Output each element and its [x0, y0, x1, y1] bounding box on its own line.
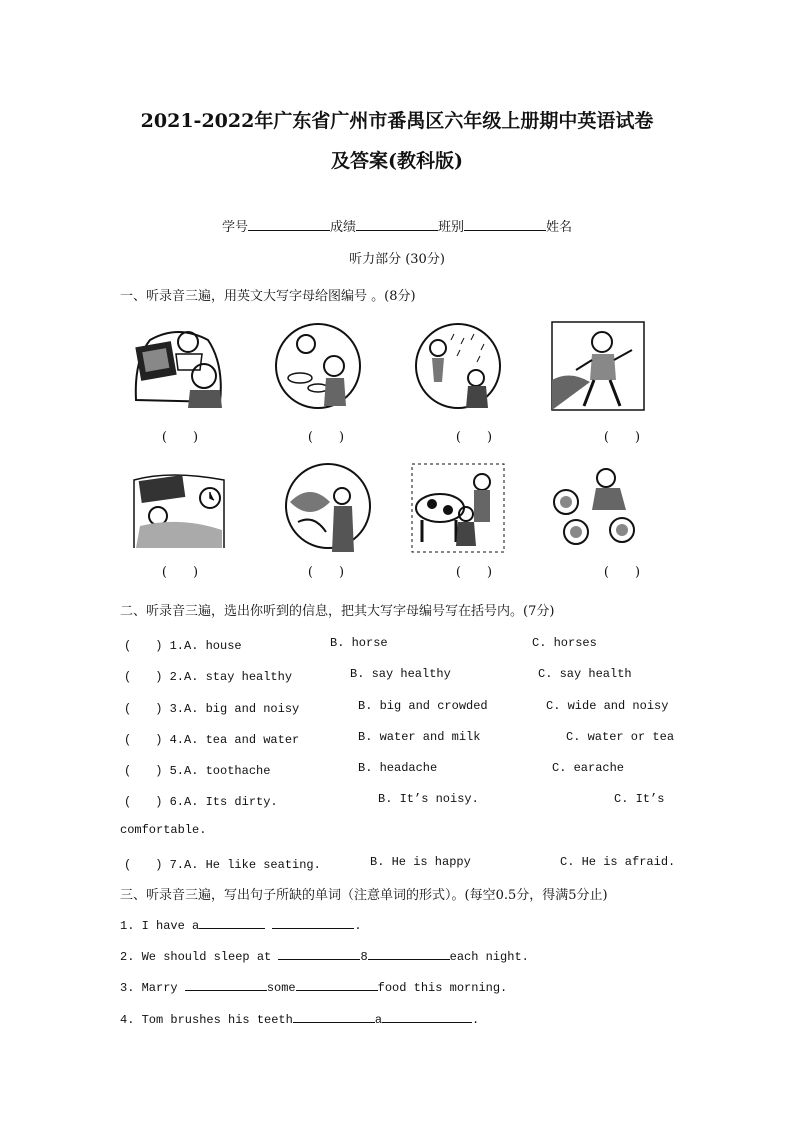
- picture-8-vegetables: [546, 462, 642, 554]
- q2-option-b[interactable]: B. say healthy: [350, 667, 451, 681]
- picture-2-eating: [270, 322, 366, 414]
- label-xuehao: 学号: [221, 220, 248, 235]
- q3-option-b[interactable]: B. big and crowded: [358, 699, 488, 713]
- label-xingming: 姓名: [546, 220, 573, 235]
- q5-option-a[interactable]: ( ) 5.A. toothache: [124, 764, 271, 778]
- title-line-2: 及答案(教科版): [331, 150, 463, 172]
- fill-sentence-4: [120, 1011, 479, 1027]
- s3-blank-1[interactable]: [185, 979, 267, 991]
- blank-banbie[interactable]: [464, 218, 546, 231]
- blank-xuehao[interactable]: [248, 218, 330, 231]
- s1-blank-1[interactable]: [199, 917, 265, 929]
- q3-option-c[interactable]: C. wide and noisy: [546, 699, 669, 713]
- s4-text-b: a: [374, 1013, 383, 1027]
- section2-heading: 二、听录音三遍，选出你听到的信息，把其大写字母编号写在括号内。(7分): [120, 604, 555, 619]
- answer-paren-5[interactable]: ( ): [161, 565, 199, 580]
- picture-1-tv: [130, 320, 226, 412]
- s4-blank-1[interactable]: [293, 1011, 375, 1023]
- q2-option-a[interactable]: ( ) 2.A. stay healthy: [124, 670, 293, 684]
- s4-text-c: .: [472, 1013, 480, 1027]
- q6-option-c[interactable]: C. It’s: [614, 792, 665, 806]
- q4-option-a[interactable]: ( ) 4.A. tea and water: [124, 733, 300, 747]
- s2-blank-2[interactable]: [368, 948, 450, 960]
- section3-heading: 三、听录音三遍，写出句子所缺的单词（注意单词的形式）。(每空0.5分，得满5分止): [120, 888, 608, 903]
- s2-text-a: 2. We should sleep at: [120, 950, 272, 964]
- picture-5-sleeping: [130, 460, 226, 552]
- q7-option-b[interactable]: B. He is happy: [370, 855, 471, 869]
- answer-paren-8[interactable]: ( ): [603, 565, 641, 580]
- label-chengji: 成绩: [329, 220, 356, 235]
- s1-text-b: .: [354, 919, 362, 933]
- q6-option-c-continued: comfortable.: [120, 823, 207, 837]
- s2-text-b: 8: [360, 950, 368, 964]
- s2-blank-1[interactable]: [278, 948, 360, 960]
- q6-option-a[interactable]: ( ) 6.A. Its dirty.: [124, 795, 278, 809]
- listening-header: 听力部分 (30分): [349, 252, 445, 267]
- answer-paren-6[interactable]: ( ): [307, 565, 345, 580]
- q1-option-a[interactable]: ( ) 1.A. house: [124, 639, 242, 653]
- q7-option-a[interactable]: ( ) 7.A. He like seating.: [124, 858, 321, 872]
- answer-paren-3[interactable]: ( ): [455, 430, 493, 445]
- s1-text-a: 1. I have a: [120, 919, 200, 933]
- s3-blank-2[interactable]: [296, 979, 378, 991]
- blank-chengji[interactable]: [356, 218, 438, 231]
- s3-text-c: food this morning.: [377, 981, 508, 995]
- answer-paren-1[interactable]: ( ): [161, 430, 199, 445]
- s4-blank-2[interactable]: [382, 1011, 472, 1023]
- q5-option-b[interactable]: B. headache: [358, 761, 438, 775]
- q3-option-a[interactable]: ( ) 3.A. big and noisy: [124, 702, 300, 716]
- answer-paren-7[interactable]: ( ): [455, 565, 493, 580]
- picture-7-cow: [410, 462, 506, 554]
- q6-option-b[interactable]: B. It’s noisy.: [378, 792, 479, 806]
- student-info-line: [0, 216, 794, 235]
- q7-option-c[interactable]: C. He is afraid.: [560, 855, 676, 869]
- answer-paren-2[interactable]: ( ): [307, 430, 345, 445]
- s2-text-c: each night.: [449, 950, 529, 964]
- fill-sentence-2: [120, 948, 529, 964]
- fill-sentence-1: [120, 917, 362, 933]
- s4-text-a: 4. Tom brushes his teeth: [120, 1013, 293, 1027]
- picture-6-garden: [280, 462, 376, 554]
- title-line-1: 2021-2022年广东省广州市番禺区六年级上册期中英语试卷: [140, 110, 654, 132]
- q4-option-c[interactable]: C. water or tea: [566, 730, 675, 744]
- fill-sentence-3: [120, 979, 507, 995]
- s1-blank-2[interactable]: [272, 917, 354, 929]
- s3-text-a: 3. Marry: [120, 981, 178, 995]
- picture-3-rain: [410, 320, 506, 412]
- answer-paren-4[interactable]: ( ): [603, 430, 641, 445]
- section1-heading: 一、听录音三遍，用英文大写字母给图编号 。(8分): [120, 289, 416, 304]
- picture-4-walking: [550, 320, 646, 412]
- q4-option-b[interactable]: B. water and milk: [358, 730, 481, 744]
- q1-option-b[interactable]: B. horse: [330, 636, 388, 650]
- q1-option-c[interactable]: C. horses: [532, 636, 597, 650]
- s3-text-b: some: [266, 981, 296, 995]
- q5-option-c[interactable]: C. earache: [552, 761, 625, 775]
- q2-option-c[interactable]: C. say health: [538, 667, 632, 681]
- label-banbie: 班别: [438, 220, 465, 235]
